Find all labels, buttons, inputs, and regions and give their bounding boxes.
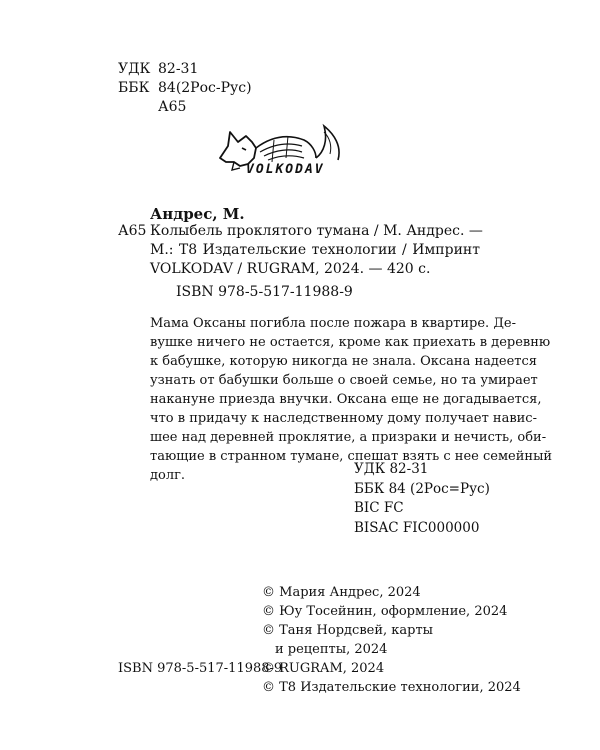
classification-line: BIC FC — [354, 500, 404, 516]
isbn-main: ISBN 978-5-517-11988-9 — [176, 284, 353, 300]
bbk-top-row — [118, 79, 252, 98]
udk-top-row — [118, 60, 252, 79]
annotation-line: вушке ничего не остается, кроме как приехать в деревню — [150, 335, 551, 350]
udk-label: УДК — [118, 61, 151, 77]
bib-line: VOLKODAV / RUGRAM, 2024. — 420 с. — [150, 261, 431, 277]
author-name: Андрес, М. — [150, 205, 245, 223]
copyright-line: © Мария Андрес, 2024 — [262, 585, 421, 600]
copyright-block — [262, 583, 521, 697]
classification-bottom — [354, 460, 490, 538]
isbn-bottom: ISBN 978-5-517-11988-9 — [118, 661, 283, 676]
bib-line: М.: Т8 Издательские технологии / Импринт — [150, 242, 480, 258]
copyright-line: © Юу Тосейнин, оформление, 2024 — [262, 604, 508, 619]
bibliographic-description — [150, 222, 483, 279]
bib-line: Колыбель проклятого тумана / М. Андрес. — — [150, 223, 483, 239]
publisher-logo — [212, 118, 362, 184]
author-sign-top: А65 — [158, 99, 187, 115]
annotation-line: тающие в странном тумане, спешат взять с нее семейный — [150, 449, 553, 464]
annotation-line: узнать от бабушки больше о своей семье, но та умирает — [150, 373, 538, 388]
author-sign-left: А65 — [118, 223, 147, 239]
copyright-line: и рецепты, 2024 — [275, 642, 388, 657]
classification-line: УДК 82-31 — [354, 461, 429, 477]
copyright-line: © Т8 Издательские технологии, 2024 — [262, 680, 521, 695]
classification-line: ББК 84 (2Рос=Рус) — [354, 480, 490, 497]
annotation-line: долг. — [150, 468, 186, 483]
classification-line: BISAC FIC000000 — [354, 519, 480, 536]
classification-top — [118, 60, 252, 98]
annotation-line: Мама Оксаны погибла после пожара в квартире. Де- — [150, 316, 516, 331]
annotation-line: к бабушке, которую никогда не знала. Оксана надеется — [150, 354, 537, 369]
copyright-line: © RUGRAM, 2024 — [262, 661, 385, 676]
annotation-line: шее над деревней проклятие, а призраки и нечисть, оби- — [150, 430, 547, 445]
bbk-value: 84(2Рос-Рус) — [158, 80, 252, 96]
copyright-line: © Таня Нордсвей, карты — [262, 623, 433, 638]
bbk-label: ББК — [118, 80, 150, 96]
udk-value: 82-31 — [158, 61, 199, 77]
annotation-line: накануне приезда внучки. Оксана еще не догадывается, — [150, 392, 542, 407]
annotation-line: что в придачу к наследственному дому получает навис- — [150, 411, 537, 426]
logo-text: VOLKODAV — [246, 162, 325, 177]
